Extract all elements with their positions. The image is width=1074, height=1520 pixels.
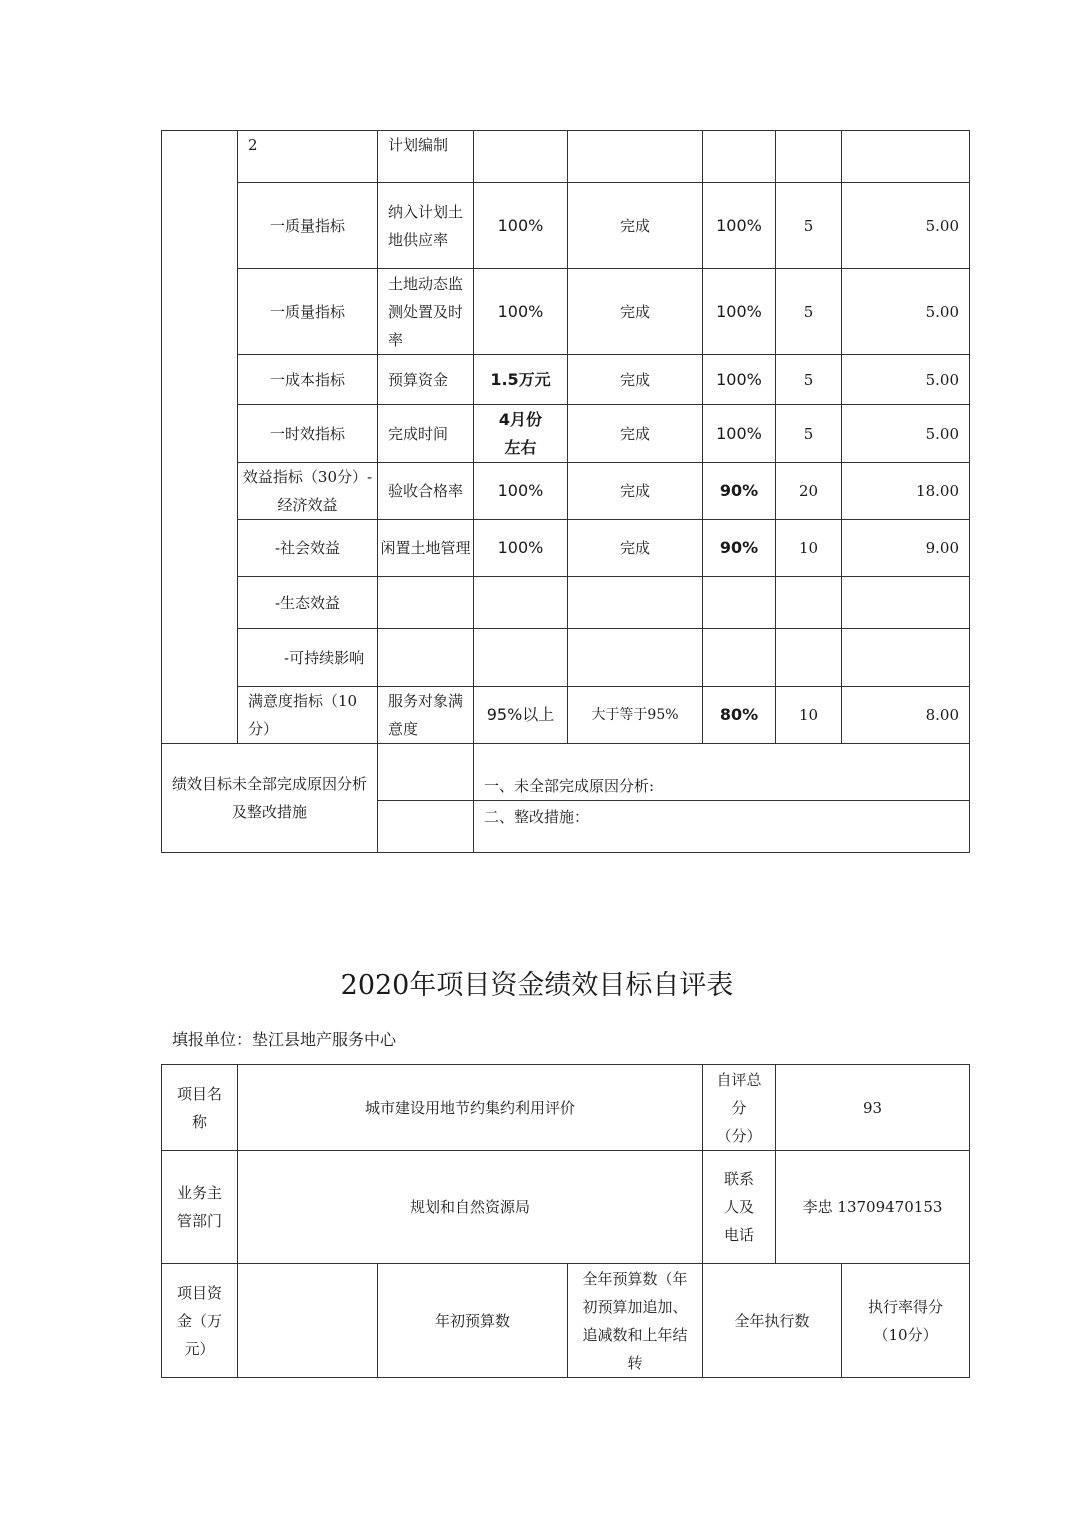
weight-cell: 5 <box>776 269 842 355</box>
rate-cell: 90% <box>703 520 776 577</box>
sub-indicator-cell <box>378 629 474 687</box>
rate-cell: 100% <box>703 269 776 355</box>
sub-indicator-cell: 预算资金 <box>378 355 474 405</box>
self-score-label: 自评总分（分） <box>703 1065 776 1151</box>
analysis-label: 绩效目标未全部完成原因分析及整改措施 <box>162 744 378 853</box>
weight-cell <box>776 131 842 183</box>
score-cell <box>842 131 970 183</box>
indicator-cell: -社会效益 <box>238 520 378 577</box>
reporting-unit: 填报单位：垫江县地产服务中心 <box>172 1030 397 1049</box>
rate-score-header: 执行率得分（10分） <box>842 1264 970 1378</box>
self-score-value: 93 <box>776 1065 970 1151</box>
sub-indicator-cell: 纳入计划土地供应率 <box>378 183 474 269</box>
analysis-reason-line: 一、未全部完成原因分析: <box>474 744 970 801</box>
indicator-cell: 一成本指标 <box>238 355 378 405</box>
analysis-measure-line: 二、整改措施： <box>474 801 970 853</box>
indicator-cell: 2 <box>238 131 378 183</box>
indicator-cell: 满意度指标（10分） <box>238 687 378 744</box>
status-cell: 完成 <box>568 405 703 463</box>
indicator-cell: 效益指标（30分）-经济效益 <box>238 463 378 520</box>
score-cell: 5.00 <box>842 183 970 269</box>
target-cell: 1.5万元 <box>474 355 568 405</box>
target-cell <box>474 131 568 183</box>
analysis-blank-cell <box>378 744 474 801</box>
fund-blank-cell <box>238 1264 378 1378</box>
score-cell: 5.00 <box>842 355 970 405</box>
rate-cell: 90% <box>703 463 776 520</box>
weight-cell: 10 <box>776 520 842 577</box>
dept-label: 业务主管部门 <box>162 1151 238 1264</box>
status-cell <box>568 629 703 687</box>
initial-budget-header: 年初预算数 <box>378 1264 568 1378</box>
score-cell: 18.00 <box>842 463 970 520</box>
indicator-cell: 一质量指标 <box>238 183 378 269</box>
contact-value: 李忠 13709470153 <box>776 1151 970 1264</box>
weight-cell <box>776 577 842 629</box>
fund-label: 项目资金（万元） <box>162 1264 238 1378</box>
analysis-blank-cell <box>378 801 474 853</box>
rate-cell: 100% <box>703 405 776 463</box>
sub-indicator-cell: 完成时间 <box>378 405 474 463</box>
status-cell <box>568 131 703 183</box>
target-cell: 100% <box>474 520 568 577</box>
rate-cell <box>703 577 776 629</box>
rate-cell: 100% <box>703 183 776 269</box>
target-cell <box>474 629 568 687</box>
status-cell: 完成 <box>568 520 703 577</box>
status-cell: 完成 <box>568 183 703 269</box>
score-cell: 8.00 <box>842 687 970 744</box>
target-cell: 100% <box>474 269 568 355</box>
score-cell <box>842 629 970 687</box>
status-cell: 完成 <box>568 355 703 405</box>
contact-label: 联系人及电话 <box>703 1151 776 1264</box>
sub-indicator-cell: 闲置土地管理 <box>378 520 474 577</box>
score-cell: 9.00 <box>842 520 970 577</box>
rate-cell <box>703 131 776 183</box>
rate-cell: 80% <box>703 687 776 744</box>
sub-indicator-cell: 计划编制 <box>378 131 474 183</box>
weight-cell: 10 <box>776 687 842 744</box>
indicator-cell: -可持续影响 <box>238 629 378 687</box>
score-cell: 5.00 <box>842 269 970 355</box>
sub-indicator-cell: 验收合格率 <box>378 463 474 520</box>
performance-indicator-table <box>161 130 970 853</box>
weight-cell: 20 <box>776 463 842 520</box>
target-cell: 4月份左右 <box>474 405 568 463</box>
weight-cell: 5 <box>776 405 842 463</box>
dept-value: 规划和自然资源局 <box>238 1151 703 1264</box>
weight-cell: 5 <box>776 355 842 405</box>
executed-header: 全年执行数 <box>703 1264 842 1378</box>
category-cell <box>162 131 238 744</box>
status-cell <box>568 577 703 629</box>
sub-indicator-cell <box>378 577 474 629</box>
score-cell: 5.00 <box>842 405 970 463</box>
full-year-budget-header: 全年预算数（年初预算加追加、追减数和上年结转 <box>568 1264 703 1378</box>
sub-indicator-cell: 服务对象满意度 <box>378 687 474 744</box>
indicator-cell: -生态效益 <box>238 577 378 629</box>
project-summary-table <box>161 1064 970 1378</box>
project-name-label: 项目名称 <box>162 1065 238 1151</box>
score-cell <box>842 577 970 629</box>
project-name-value: 城市建设用地节约集约利用评价 <box>238 1065 703 1151</box>
status-cell: 完成 <box>568 463 703 520</box>
target-cell: 95%以上 <box>474 687 568 744</box>
target-cell <box>474 577 568 629</box>
indicator-cell: 一质量指标 <box>238 269 378 355</box>
rate-cell: 100% <box>703 355 776 405</box>
weight-cell <box>776 629 842 687</box>
weight-cell: 5 <box>776 183 842 269</box>
page-title: 2020年项目资金绩效目标自评表 <box>340 970 734 1001</box>
target-cell: 100% <box>474 463 568 520</box>
indicator-cell: 一时效指标 <box>238 405 378 463</box>
target-cell: 100% <box>474 183 568 269</box>
rate-cell <box>703 629 776 687</box>
status-cell: 大于等于95% <box>568 687 703 744</box>
status-cell: 完成 <box>568 269 703 355</box>
sub-indicator-cell: 土地动态监测处置及时率 <box>378 269 474 355</box>
